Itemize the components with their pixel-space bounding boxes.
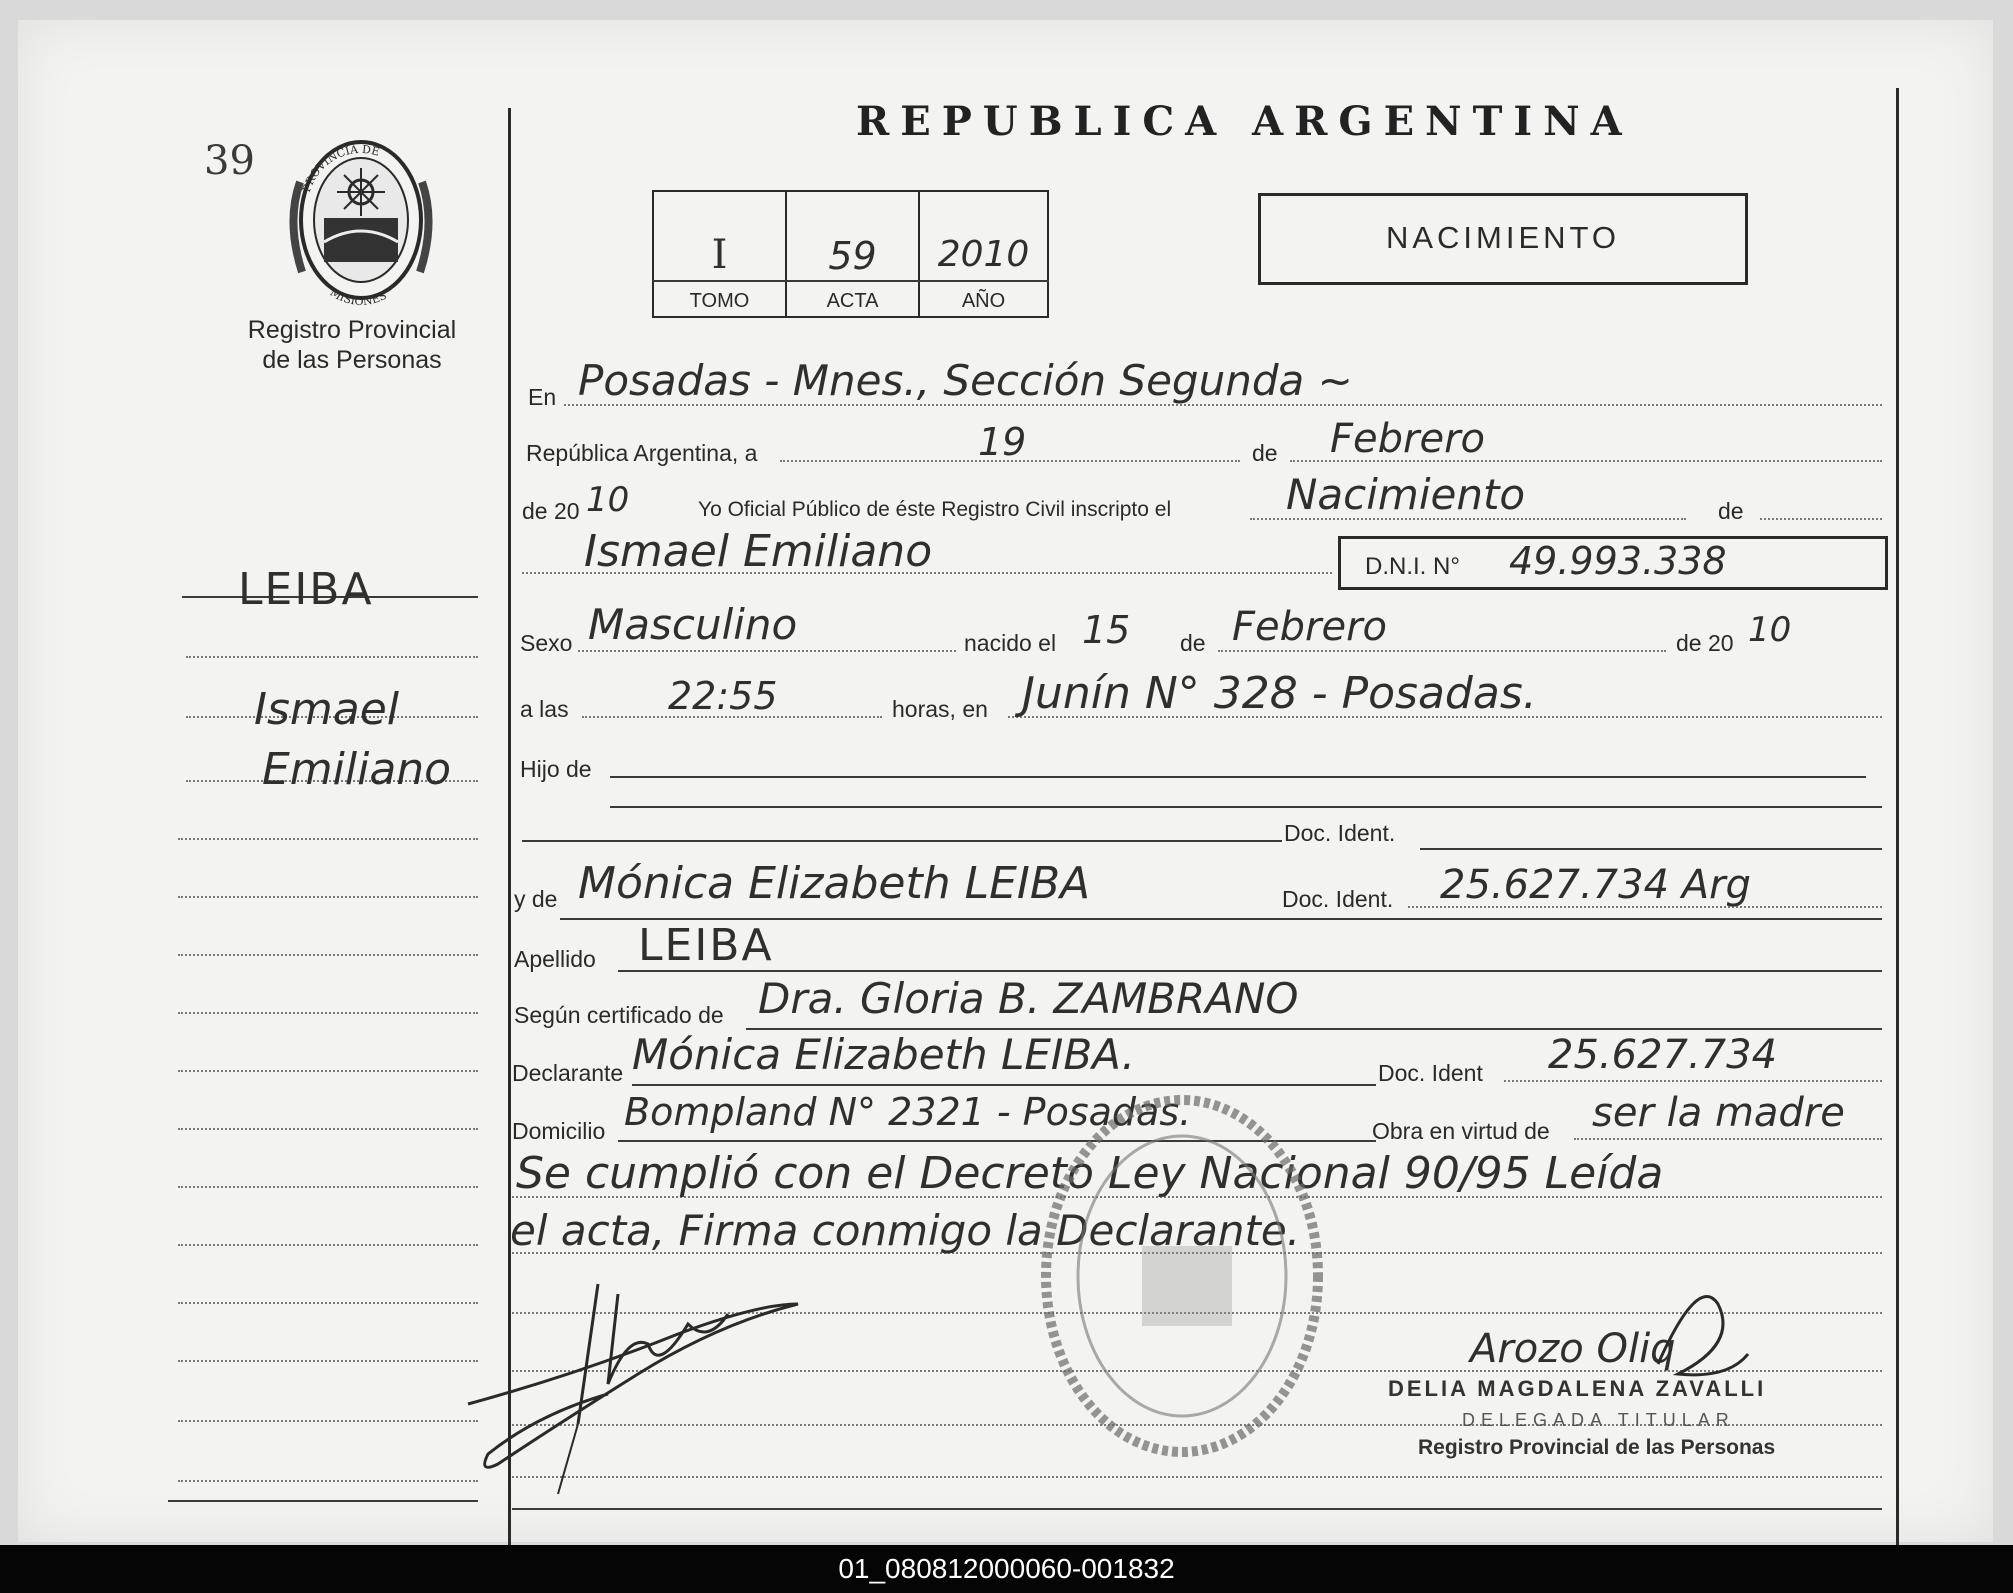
en-label: En — [528, 384, 557, 410]
sexo-value: Masculino — [588, 600, 798, 649]
declarante-label: Declarante — [512, 1060, 624, 1086]
republica-label: República Argentina, a — [526, 440, 758, 466]
svg-text:MISIONES — [328, 286, 389, 309]
time-value: 22:55 — [668, 674, 778, 718]
sexo-label: Sexo — [520, 630, 573, 656]
registry-line-1: Registro Provincial — [247, 316, 457, 344]
horas-label: horas, en — [892, 696, 988, 722]
year-suffix: 10 — [586, 480, 630, 520]
acta-label: ACTA — [826, 290, 879, 312]
country-title: REPUBLICA ARGENTINA — [856, 98, 1633, 145]
oficial-label: Yo Oficial Público de éste Registro Civil inscripto el — [698, 498, 1172, 521]
official-stamp-icon — [1032, 1086, 1332, 1466]
file-id: 01_080812000060-001832 — [838, 1553, 1175, 1584]
note-line-2: el acta, Firma conmigo la Declarante. — [510, 1206, 1301, 1255]
anio-value: 2010 — [937, 234, 1030, 275]
birth-de-label: de — [1180, 630, 1206, 656]
official-office: Registro Provincial de las Personas — [1418, 1436, 1776, 1459]
de-label: de — [1252, 440, 1278, 466]
dni-box — [1338, 536, 1888, 590]
nacido-label: nacido el — [964, 630, 1057, 656]
de20-label: de 20 — [522, 498, 580, 524]
alas-label: a las — [520, 696, 569, 722]
tomo-label: TOMO — [689, 290, 750, 312]
acta-value: 59 — [828, 234, 877, 278]
dni-value: 49.993.338 — [1509, 539, 1727, 583]
de-label-2: de — [1718, 498, 1744, 524]
tomo-value: I — [711, 232, 728, 278]
doc-ident-label-father: Doc. Ident. — [1284, 820, 1396, 846]
mother-name: Mónica Elizabeth LEIBA — [578, 858, 1091, 909]
month-value: Febrero — [1330, 416, 1485, 462]
doc-ident-label-declarante: Doc. Ident — [1378, 1060, 1483, 1086]
inscripto-value: Nacimiento — [1286, 470, 1526, 519]
note-line-1: Se cumplió con el Decreto Ley Nacional 90/95 Leída — [516, 1148, 1664, 1199]
domicilio-value: Bompland N° 2321 - Posadas. — [624, 1090, 1192, 1134]
obra-label: Obra en virtud de — [1372, 1118, 1550, 1144]
act-type-box — [1258, 193, 1748, 285]
margin-surname: LEIBA — [238, 564, 374, 615]
birth-day: 15 — [1082, 608, 1131, 652]
certificado-value: Dra. Gloria B. ZAMBRANO — [758, 974, 1299, 1023]
margin-given-name-2: Emiliano — [262, 744, 452, 795]
misiones-seal-icon — [280, 122, 442, 312]
registry-line-2: de las Personas — [262, 346, 442, 374]
seal-top-text: PROVINCIA DE — [300, 142, 381, 194]
birth-de20-label: de 20 — [1676, 630, 1734, 656]
seal-bottom-text: MISIONES — [327, 285, 389, 309]
dni-label: D.N.I. N° — [1365, 553, 1460, 580]
declarant-signature-icon — [458, 1264, 818, 1504]
place-value: Junín N° 328 - Posadas. — [1022, 668, 1537, 719]
certificado-label: Según certificado de — [514, 1002, 724, 1028]
domicilio-label: Domicilio — [512, 1118, 606, 1144]
obra-value: ser la madre — [1592, 1090, 1845, 1136]
child-name: Ismael Emiliano — [584, 526, 933, 577]
official-name: DELIA MAGDALENA ZAVALLI — [1388, 1376, 1767, 1401]
declarante-doc: 25.627.734 — [1548, 1032, 1778, 1078]
mother-doc: 25.627.734 Arg — [1440, 862, 1751, 908]
anio-label: AÑO — [961, 290, 1006, 312]
apellido-label: Apellido — [514, 946, 596, 972]
margin-given-name-1: Ismael — [254, 684, 400, 735]
hijo-label: Hijo de — [520, 756, 592, 782]
doc-ident-label-mother: Doc. Ident. — [1282, 886, 1394, 912]
act-type: NACIMIENTO — [1385, 220, 1621, 255]
certificate-page — [18, 20, 1993, 1542]
birth-year-suffix: 10 — [1748, 610, 1792, 650]
birth-month: Febrero — [1232, 604, 1387, 650]
footer-bar — [0, 1545, 2013, 1593]
official-signature: Arozo Oliq — [1470, 1326, 1676, 1372]
day-value: 19 — [978, 420, 1027, 464]
declarante-value: Mónica Elizabeth LEIBA. — [632, 1030, 1135, 1079]
yde-label: y de — [514, 886, 558, 912]
en-value: Posadas - Mnes., Sección Segunda ~ — [578, 356, 1353, 405]
apellido-value: LEIBA — [638, 920, 774, 971]
right-border — [1896, 88, 1899, 1546]
page-number: 39 — [204, 138, 255, 184]
official-role: DELEGADA TITULAR — [1462, 1410, 1735, 1430]
